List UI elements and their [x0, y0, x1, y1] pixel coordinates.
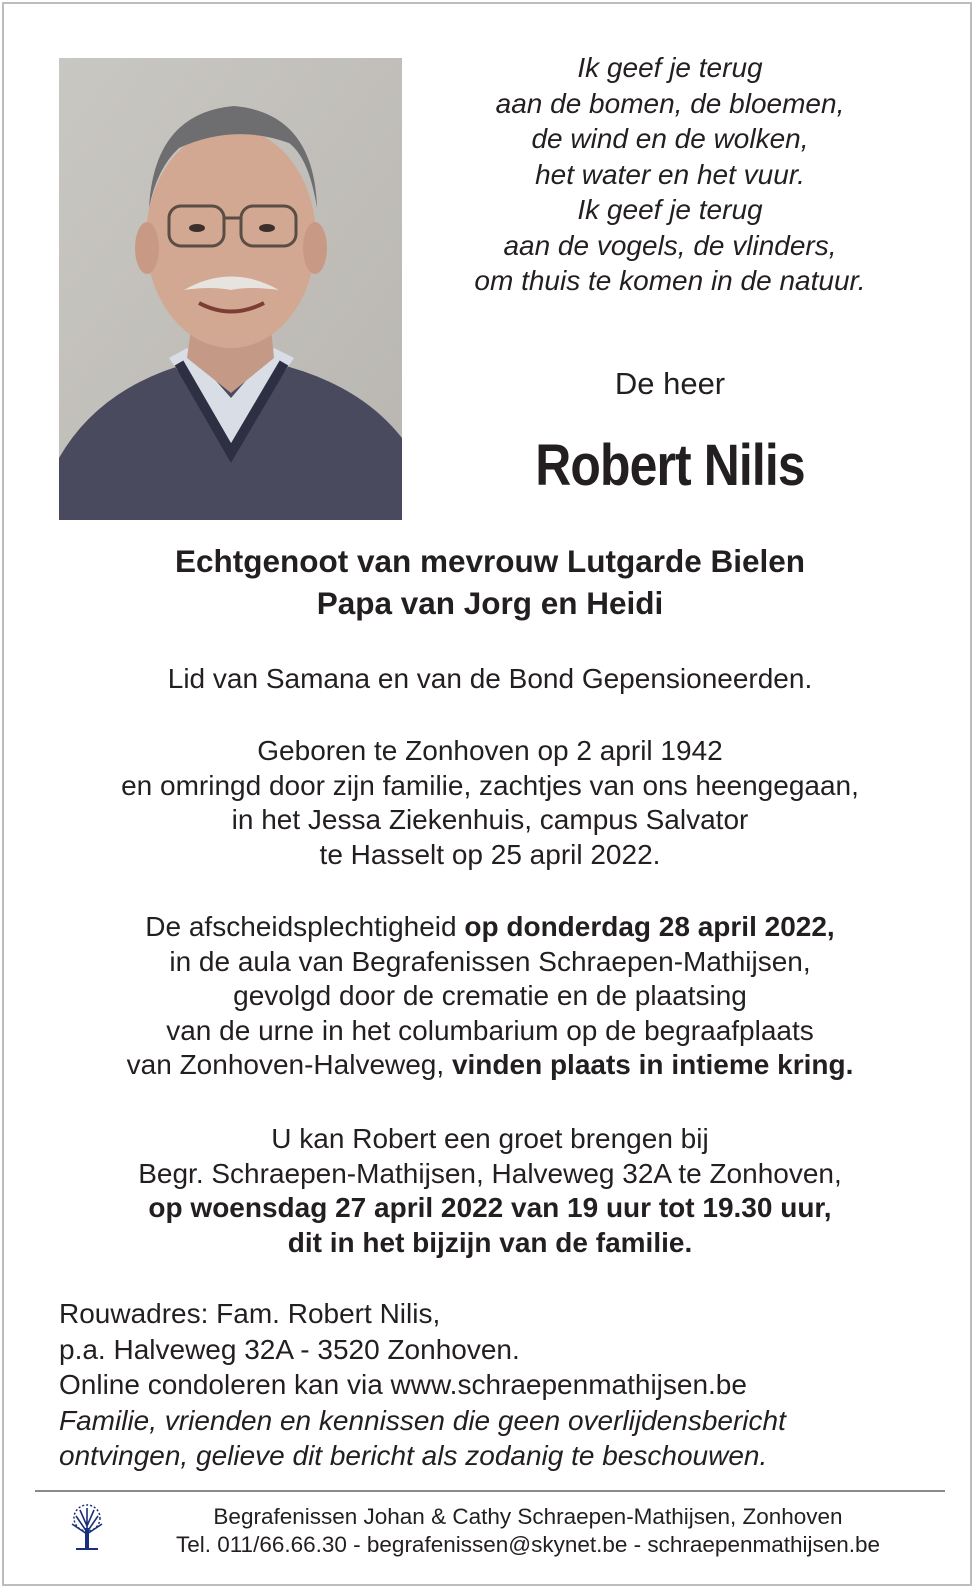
deceased-name: Robert Nilis: [535, 433, 805, 498]
poem: [440, 50, 900, 299]
paragraph-line: Begr. Schraepen-Mathijsen, Halveweg 32A te Zonhoven,: [138, 1157, 842, 1189]
poem-line: Ik geef je terug: [577, 52, 763, 83]
ceremony-date: op donderdag 28 april 2022,: [464, 911, 835, 942]
visit-paragraph: [40, 1122, 940, 1260]
paragraph-line: te Hasselt op 25 april 2022.: [319, 838, 661, 870]
poem-line: om thuis te komen in de natuur.: [474, 265, 866, 296]
tree-logo-icon: [62, 1502, 112, 1552]
footer-company: Begrafenissen Johan & Cathy Schraepen-Mathijsen, Zonhoven: [213, 1504, 843, 1529]
paragraph-line: [40, 910, 940, 945]
address-line: p.a. Halveweg 32A - 3520 Zonhoven.: [59, 1333, 520, 1365]
poem-line: het water en het vuur.: [535, 158, 805, 190]
honorific: De heer: [614, 366, 726, 401]
poem-line: aan de vogels, de vlinders,: [503, 229, 837, 261]
paragraph-line: Geboren te Zonhoven op 2 april 1942: [257, 735, 723, 766]
notice-line: Familie, vrienden en kennissen die geen overlijdensbericht: [59, 1404, 786, 1436]
paragraph-line: in het Jessa Ziekenhuis, campus Salvator: [231, 804, 749, 835]
relation-line: Papa van Jorg en Heidi: [316, 585, 664, 621]
membership-line: Lid van Samana en van de Bond Gepensioneerden.: [167, 663, 813, 694]
address-line: Rouwadres: Fam. Robert Nilis,: [59, 1298, 441, 1329]
birth-death-paragraph: [40, 734, 940, 872]
membership: [40, 662, 940, 697]
funeral-home-footer: [118, 1503, 938, 1559]
paragraph-line: U kan Robert een groet brengen bij: [271, 1123, 709, 1154]
poem-line: de wind en de wolken,: [531, 123, 809, 154]
condolence-line: Online condoleren kan via www.schraepenmathijsen.be: [59, 1369, 747, 1400]
paragraph-line: [40, 1191, 940, 1226]
footer-contact: Tel. 011/66.66.30 - begrafenissen@skynet.be - schraepenmathijsen.be: [175, 1532, 881, 1557]
notice-line: ontvingen, gelieve dit bericht als zodanig te beschouwen.: [59, 1440, 768, 1471]
paragraph-line: gevolgd door de crematie en de plaatsing: [233, 980, 747, 1011]
relation-line: Echtgenoot van mevrouw Lutgarde Bielen: [174, 543, 806, 579]
mourning-address: [59, 1296, 939, 1474]
ceremony-intro: De afscheidsplechtigheid: [145, 911, 465, 942]
paragraph-line: [40, 1048, 940, 1083]
ceremony-paragraph: [40, 910, 940, 1083]
ceremony-place: van Zonhoven-Halveweg,: [126, 1049, 452, 1080]
poem-line: aan de bomen, de bloemen,: [495, 87, 845, 119]
visit-date: op woensdag 27 april 2022 van 19 uur tot 19.30 uur,: [148, 1192, 832, 1223]
paragraph-line: van de urne in het columbarium op de begraafplaats: [166, 1014, 814, 1046]
poem-line: Ik geef je terug: [577, 194, 763, 225]
visit-family: dit in het bijzijn van de familie.: [287, 1226, 693, 1258]
portrait-photo: [59, 58, 402, 520]
ceremony-private: vinden plaats in intieme kring.: [451, 1049, 854, 1080]
footer-divider: [35, 1490, 945, 1492]
relations: [40, 540, 940, 624]
paragraph-line: in de aula van Begrafenissen Schraepen-Mathijsen,: [169, 945, 811, 977]
paragraph-line: [40, 1226, 940, 1261]
paragraph-line: en omringd door zijn familie, zachtjes van ons heengegaan,: [121, 769, 859, 801]
